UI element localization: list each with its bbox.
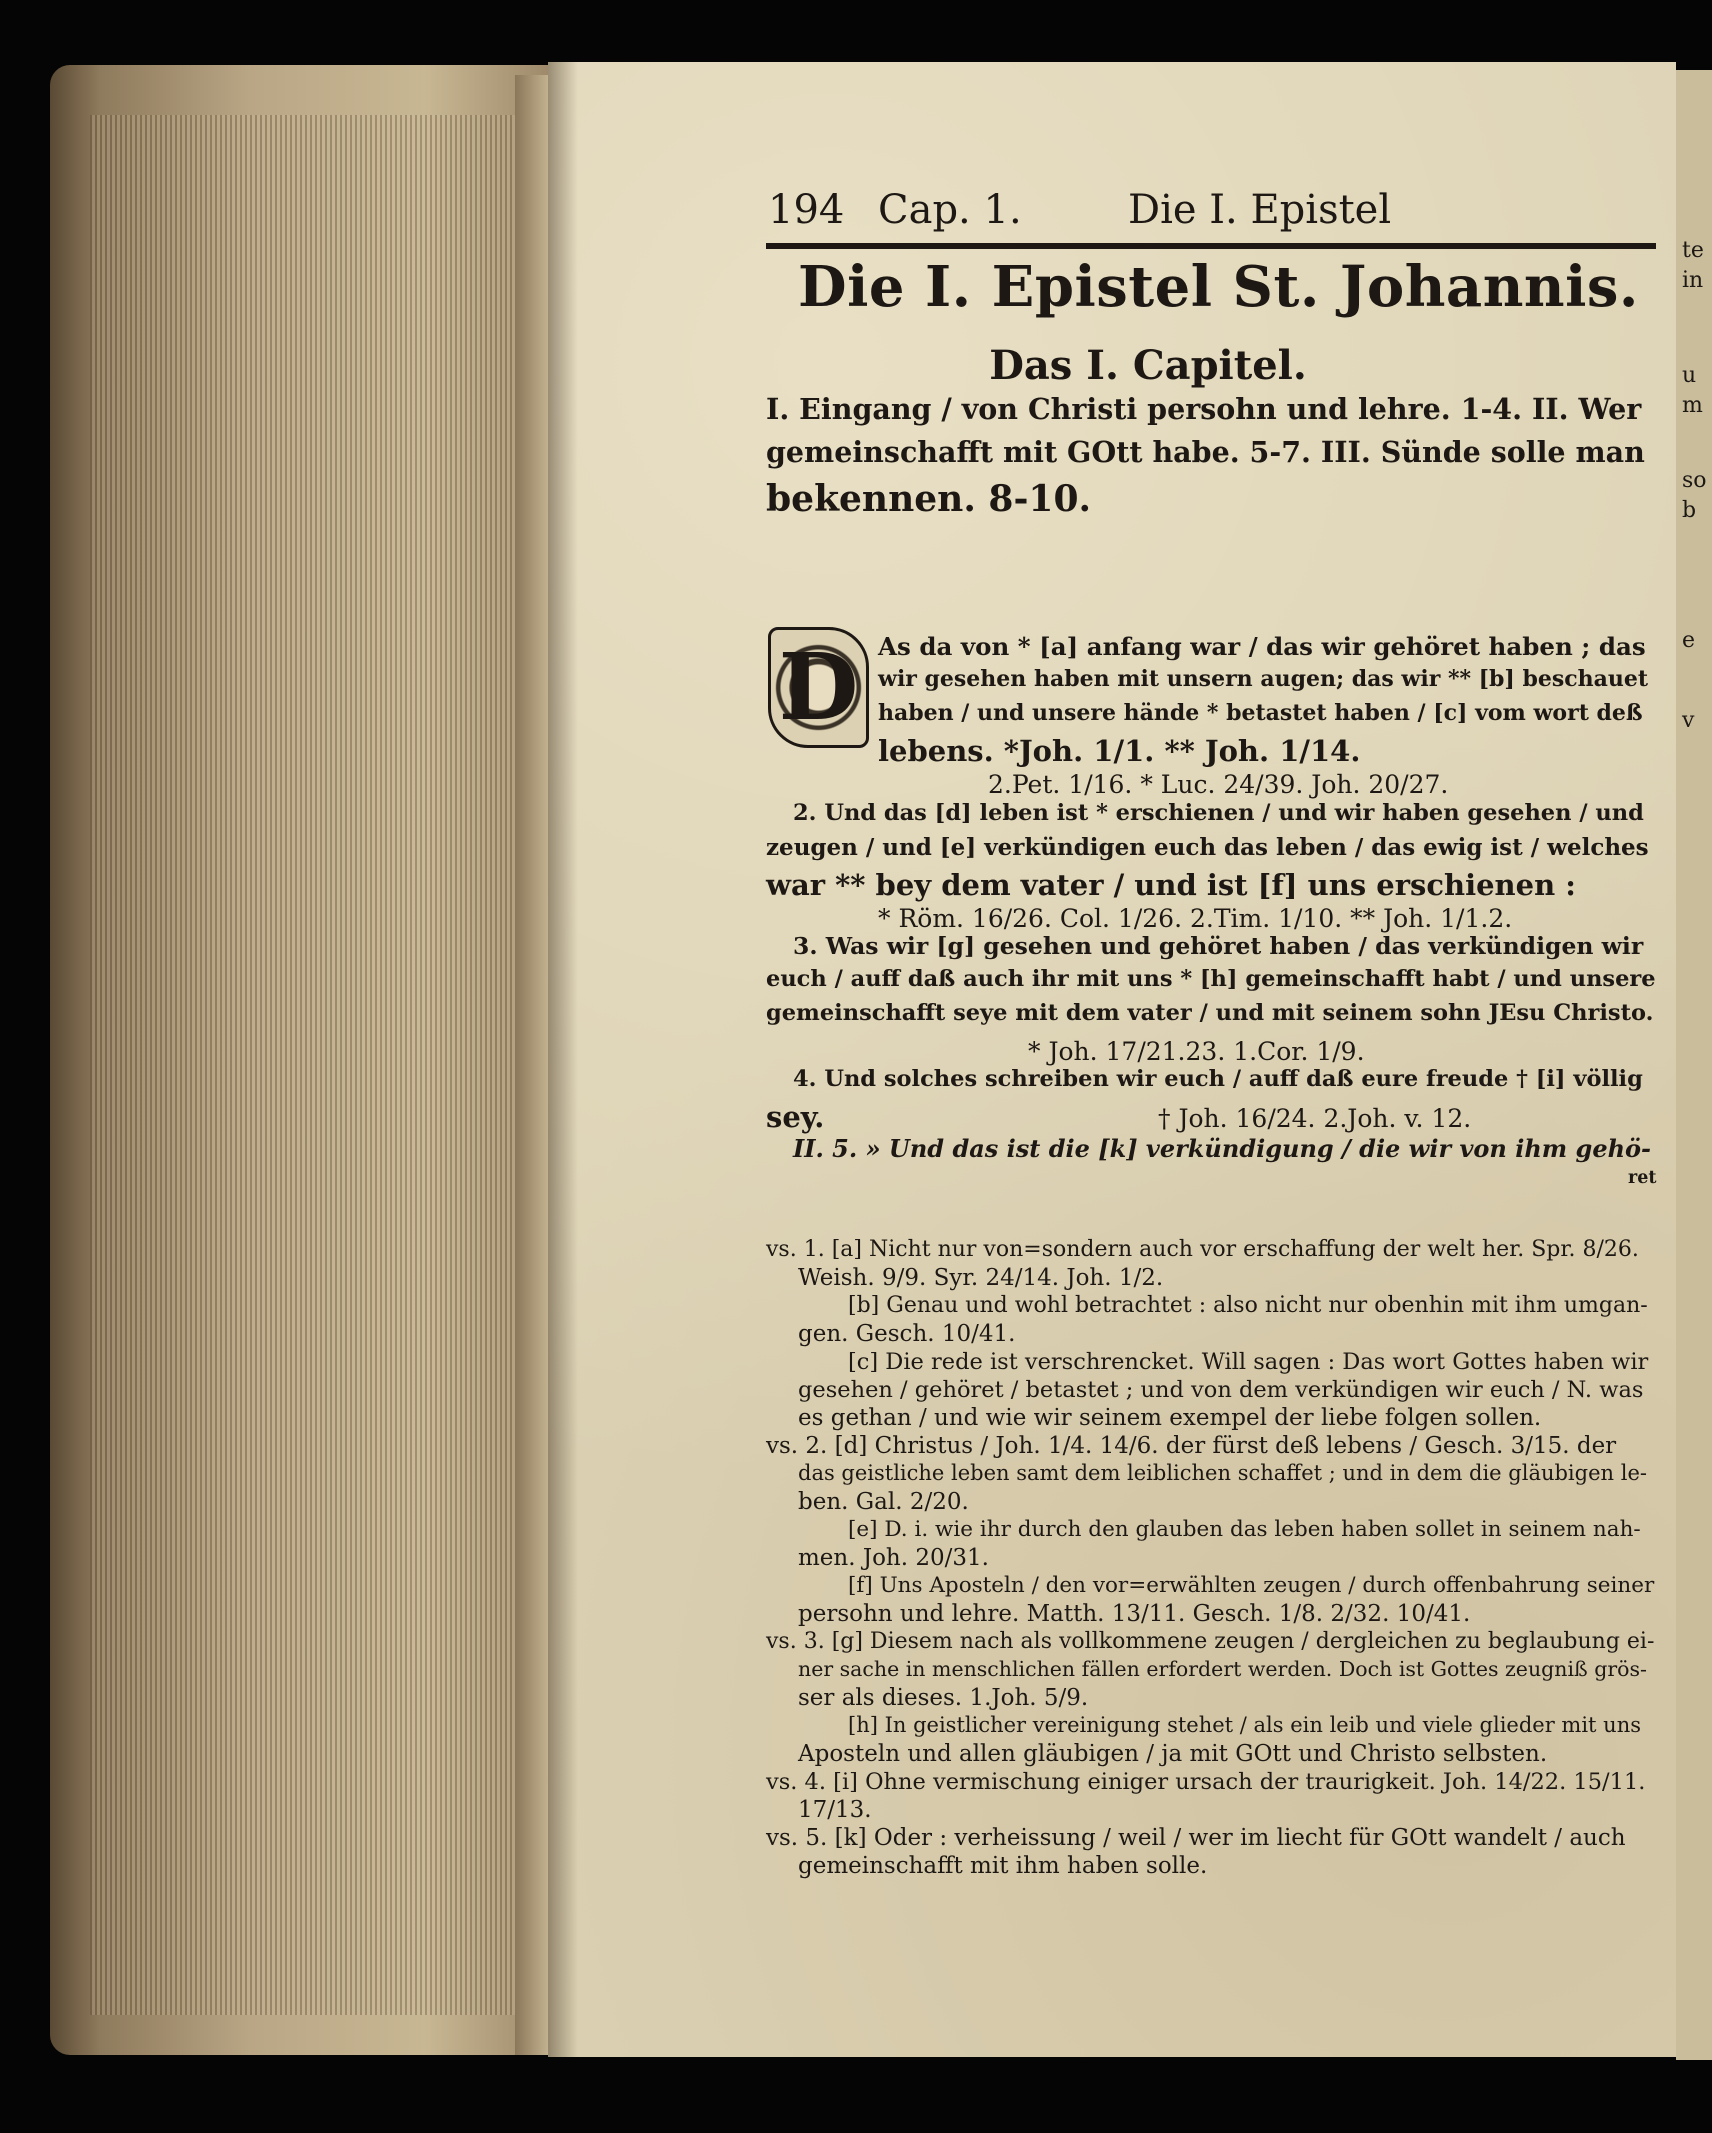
footnote-line: ben. Gal. 2/20. — [798, 1489, 969, 1515]
facing-page-fragment: in — [1682, 268, 1704, 293]
book-title: Die I. Epistel St. Johannis. — [798, 254, 1639, 320]
footnote-line: 17/13. — [798, 1797, 872, 1823]
footnote-line: [c] Die rede ist verschrencket. Will sagen : Das wort Gottes haben wir — [848, 1349, 1649, 1375]
cross-reference: 2.Pet. 1/16. * Luc. 24/39. Joh. 20/27. — [988, 770, 1449, 799]
footnote-line: es gethan / und wie wir seinem exempel der liebe folgen sollen. — [798, 1405, 1542, 1431]
verse-line: war ** bey dem vater / und ist [f] uns erschienen : — [766, 868, 1576, 902]
footnote-line: [h] In geistlicher vereinigung stehet / als ein leib und viele glieder mit uns — [848, 1713, 1641, 1737]
footnote-line: Aposteln und allen gläubigen / ja mit GOtt und Christo selbsten. — [798, 1741, 1548, 1767]
footnote-line: vs. 2. [d] Christus / Joh. 1/4. 14/6. der fürst deß lebens / Gesch. 3/15. der — [766, 1433, 1617, 1459]
footnote-line: [f] Uns Aposteln / den vor=erwählten zeugen / durch offenbahrung seiner — [848, 1573, 1655, 1598]
verse-line: 3. Was wir [g] gesehen und gehöret haben / das verkündigen wir — [793, 932, 1644, 960]
running-header — [768, 187, 1648, 235]
footnote-line: vs. 5. [k] Oder : verheissung / weil / wer im liecht für GOtt wandelt / auch — [766, 1825, 1626, 1851]
verse-line: 2. Und das [d] leben ist * erschienen / und wir haben gesehen / und — [793, 800, 1644, 826]
page-edge-texture — [90, 115, 540, 2015]
chapter-label: Cap. 1. — [878, 187, 1022, 233]
gutter — [515, 75, 550, 2055]
footnote-line: gesehen / gehöret / betastet ; und von dem verkündigen wir euch / N. was — [798, 1377, 1644, 1403]
summary-line: I. Eingang / von Christi persohn und lehre. 1-4. II. Wer — [766, 392, 1642, 426]
footnote-line: [e] D. i. wie ihr durch den glauben das leben haben sollet in seinem nah- — [848, 1517, 1641, 1542]
verse-line: zeugen / und [e] verkündigen euch das leben / das ewig ist / welches — [766, 834, 1649, 861]
running-title: Die I. Epistel — [1128, 187, 1392, 233]
footnote-line: vs. 3. [g] Diesem nach als vollkommene zeugen / dergleichen zu beglaubung ei- — [766, 1629, 1655, 1654]
summary-line: gemeinschafft mit GOtt habe. 5-7. III. Sünde solle man — [766, 435, 1645, 469]
footnote-line: gen. Gesch. 10/41. — [798, 1321, 1016, 1347]
footnote-line: ser als dieses. 1.Joh. 5/9. — [798, 1685, 1089, 1711]
page-shadow — [548, 62, 578, 2057]
footnote-line: Weish. 9/9. Syr. 24/14. Joh. 1/2. — [798, 1265, 1164, 1291]
header-rule — [766, 243, 1656, 249]
chapter-title: Das I. Capitel. — [989, 342, 1307, 389]
verse-line: sey. — [766, 1100, 825, 1134]
verse-line: wir gesehen haben mit unsern augen; das wir ** [b] beschauet — [878, 666, 1649, 692]
page-number: 194 — [768, 187, 845, 233]
decorated-initial — [768, 627, 869, 748]
cross-reference: † Joh. 16/24. 2.Joh. v. 12. — [1158, 1104, 1472, 1133]
footnote-line: [b] Genau und wohl betrachtet : also nicht nur obenhin mit ihm umgan- — [848, 1293, 1648, 1318]
verse-line: euch / auff daß auch ihr mit uns * [h] gemeinschafft habt / und unsere — [766, 966, 1656, 992]
footnote-line: persohn und lehre. Matth. 13/11. Gesch. 1/8. 2/32. 10/41. — [798, 1601, 1471, 1627]
page-block-edges — [50, 65, 550, 2055]
text-page — [548, 62, 1676, 2057]
facing-page-fragment: te — [1682, 238, 1704, 263]
verse-line: haben / und unsere hände * betastet haben / [c] vom wort deß — [878, 700, 1643, 726]
footnote-line: vs. 1. [a] Nicht nur von=sondern auch vor erschaffung der welt her. Spr. 8/26. — [766, 1237, 1639, 1262]
verse-line: As da von * [a] anfang war / das wir gehöret haben ; das — [878, 632, 1646, 661]
facing-page-fragment: e — [1682, 628, 1696, 653]
footnote-line: das geistliche leben samt dem leiblichen schaffet ; und in dem die gläubigen le- — [798, 1461, 1647, 1485]
footnote-line: vs. 4. [i] Ohne vermischung einiger ursach der traurigkeit. Joh. 14/22. 15/11. — [766, 1769, 1646, 1795]
footnote-line: gemeinschafft mit ihm haben solle. — [798, 1853, 1208, 1879]
cross-reference: * Joh. 17/21.23. 1.Cor. 1/9. — [1028, 1037, 1365, 1066]
verse-line: II. 5. » Und das ist die [k] verkündigung / die wir von ihm gehö- — [793, 1134, 1651, 1163]
facing-page-fragment: b — [1682, 498, 1697, 523]
footnote-line: men. Joh. 20/31. — [798, 1545, 989, 1571]
catchword: ret — [1628, 1168, 1657, 1188]
verse-line: 4. Und solches schreiben wir euch / auff daß eure freude † [i] völlig — [793, 1066, 1643, 1092]
facing-page-fragment: u — [1682, 363, 1697, 388]
footnote-line: ner sache in menschlichen fällen erfordert werden. Doch ist Gottes zeugniß grös- — [798, 1657, 1647, 1681]
cross-reference: * Röm. 16/26. Col. 1/26. 2.Tim. 1/10. ** Joh. 1/1.2. — [878, 904, 1513, 933]
facing-page-fragment: v — [1682, 708, 1695, 733]
facing-page-fragment: so — [1682, 468, 1707, 493]
summary-line: bekennen. 8-10. — [766, 478, 1092, 520]
verse-line: lebens. *Joh. 1/1. ** Joh. 1/14. — [878, 734, 1361, 768]
dropcap-letter: D — [778, 633, 859, 741]
verse-line: gemeinschafft seye mit dem vater / und mit seinem sohn JEsu Christo. — [766, 1000, 1654, 1026]
facing-page-fragment: m — [1682, 393, 1703, 418]
facing-page-edge — [1676, 70, 1712, 2060]
